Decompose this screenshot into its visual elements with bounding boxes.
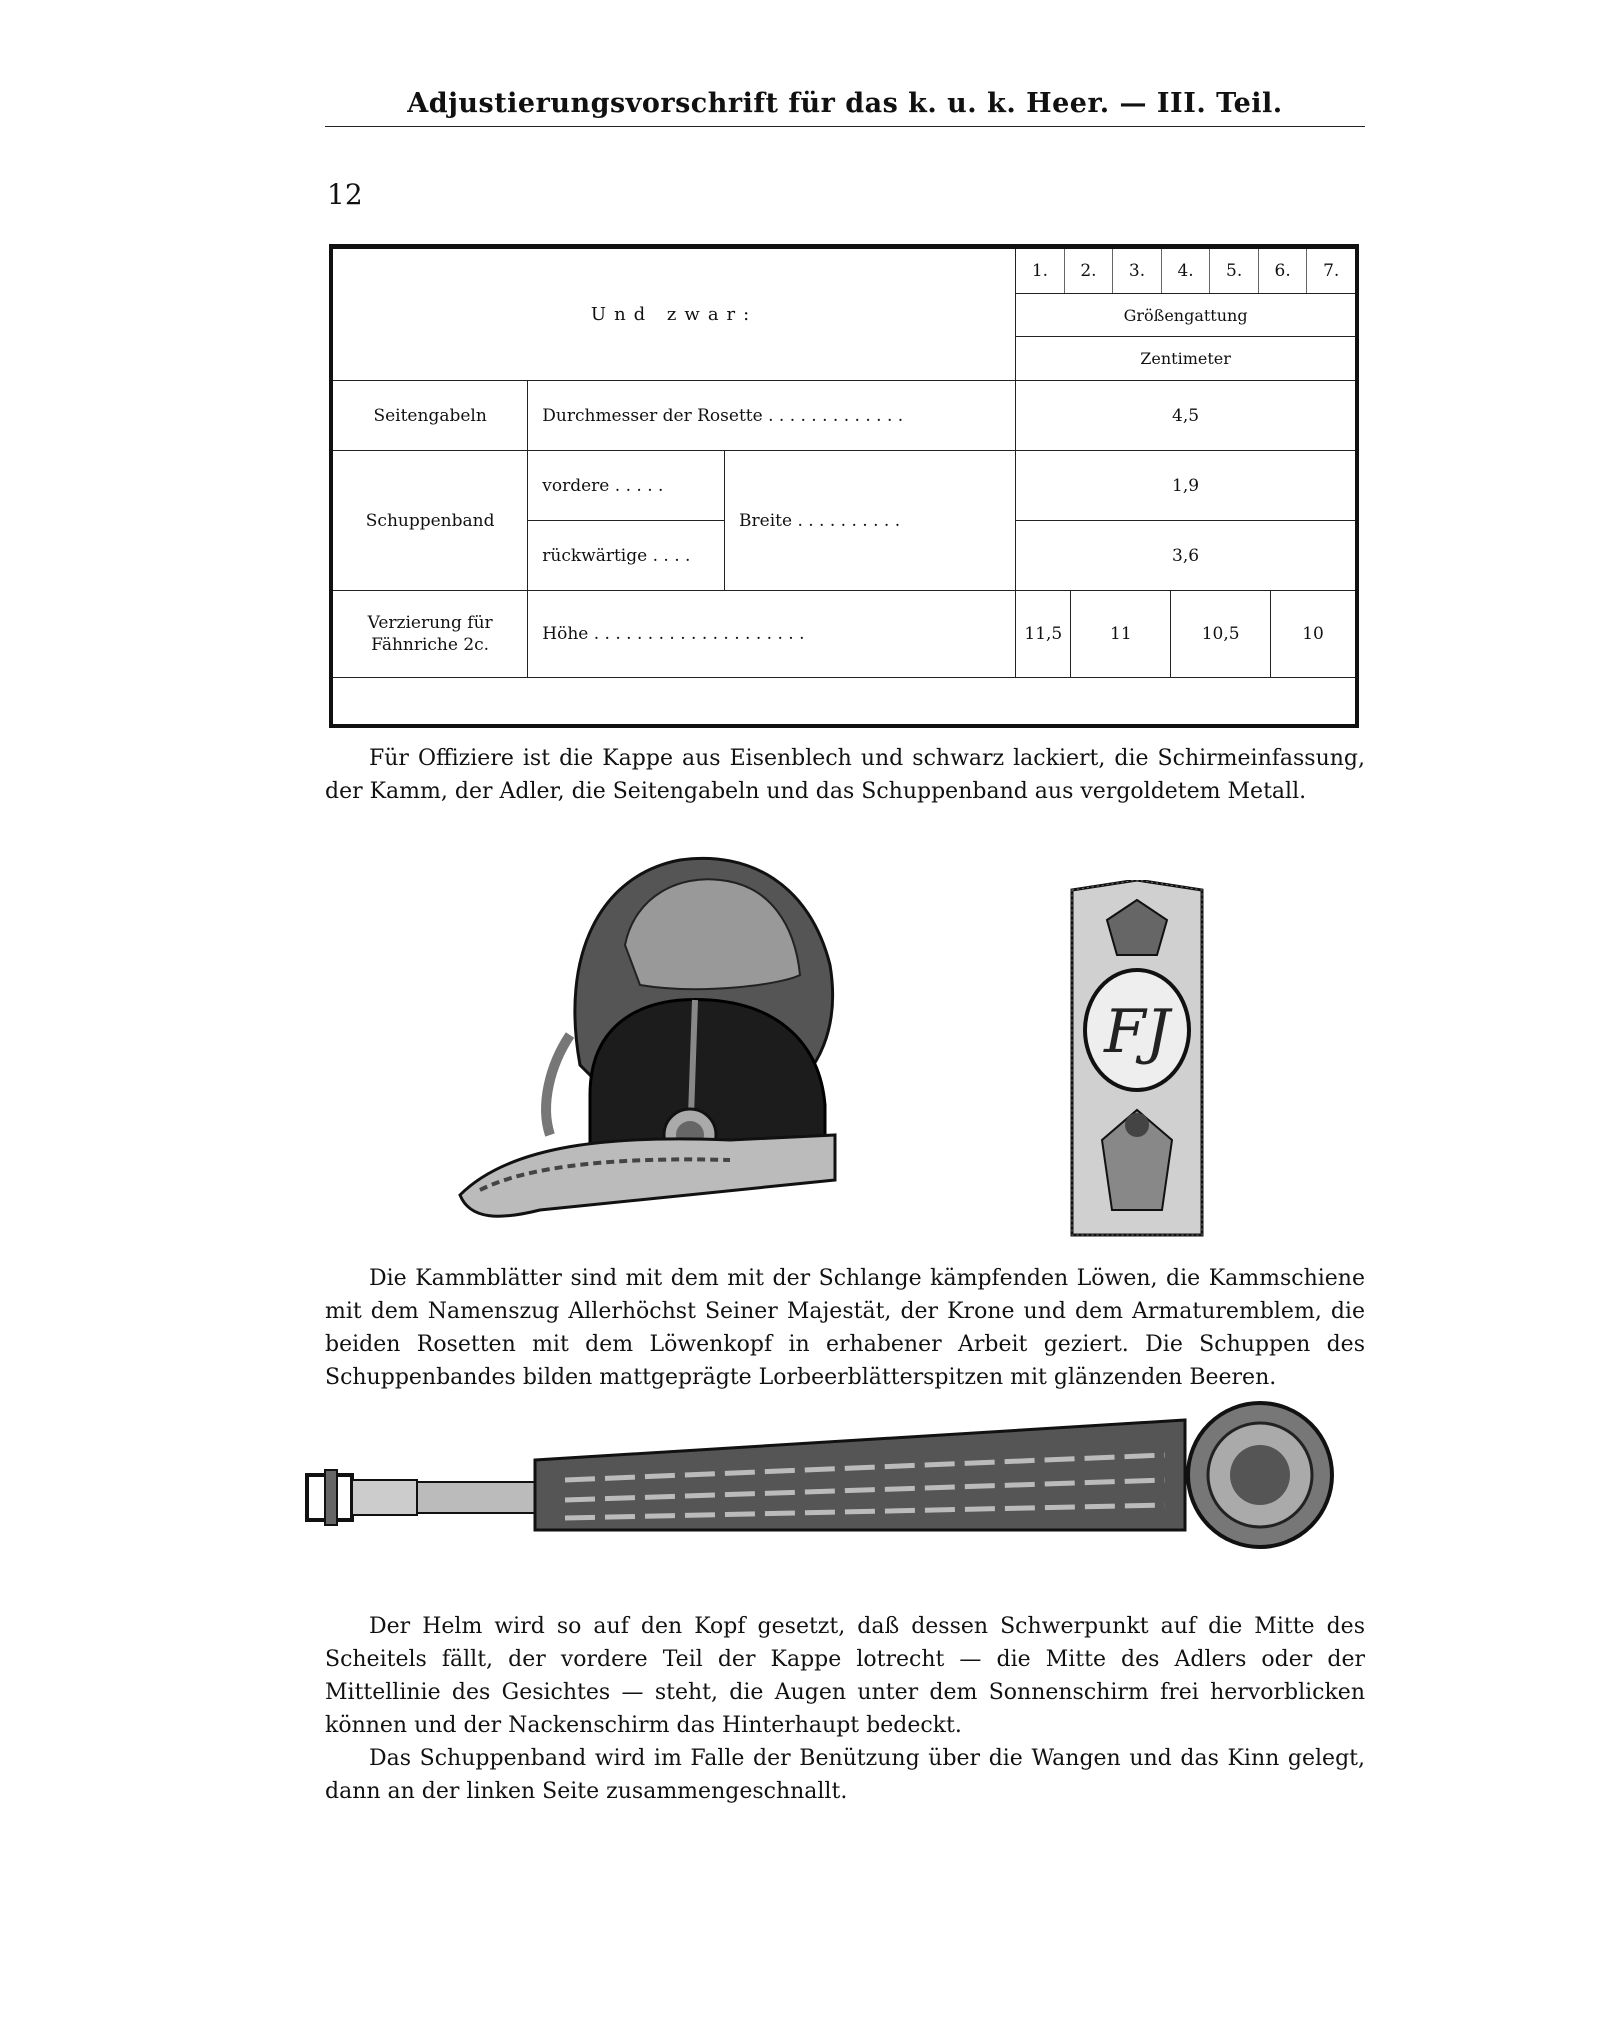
table-row-seitengabeln [331, 381, 1357, 451]
paragraph-3 [325, 1610, 1365, 1808]
size-4: 4. [1161, 249, 1210, 293]
row-value: 4,5 [1016, 381, 1357, 451]
measure-label: Breite . . . . . . . . . . [725, 451, 1016, 591]
paragraph-text-2: Das Schuppenband wird im Falle der Benützung über die Wangen und das Kinn gelegt, dann an der linken Seite zusammengeschnallt. [325, 1746, 1365, 1804]
comb-rail-illustration [1062, 880, 1212, 1240]
table-header-row [331, 247, 1357, 381]
paragraph-text: Die Kammblätter sind mit dem mit der Schlange kämpfenden Löwen, die Kammschiene mit dem Namenszug Allerhöchst Seiner Majestät, der Krone und dem Armaturemblem, die beiden Rosetten mit dem Löwenkopf in erhabener Arbeit geziert. Die Schuppen des Schuppenbandes bilden mattgeprägte Lorbeerblätterspitzen mit glänzenden Beeren. [325, 1266, 1365, 1390]
front-label: vordere . . . . . [528, 451, 725, 521]
table-spacer-row [331, 678, 1357, 727]
size-1: 1. [1031, 261, 1049, 281]
rear-value: 3,6 [1016, 521, 1357, 591]
row-label: Seitengabeln [331, 381, 528, 451]
paragraph-text: Für Offiziere ist die Kappe aus Eisenblech und schwarz lackiert, die Schirmeinfassung, der Kamm, der Adler, die Seitengabeln und das Schuppenband aus vergoldetem Metall. [325, 746, 1365, 804]
page-number: 12 [327, 178, 363, 211]
row-label-line-2: Fähnriche 2c. [371, 635, 490, 655]
row-label-line-1: Verzierung für [367, 613, 493, 633]
value-size-4: 10 [1270, 591, 1355, 677]
size-3: 3. [1112, 249, 1161, 293]
svg-text:FJ: FJ [1104, 997, 1170, 1067]
size-numbers [1016, 249, 1355, 294]
paragraph-1 [325, 742, 1365, 808]
value-size-3: 10,5 [1170, 591, 1270, 677]
size-5: 5. [1209, 249, 1258, 293]
table-row-verzierung [331, 591, 1357, 678]
size-2: 2. [1064, 249, 1113, 293]
size-group-label: Größengattung [1016, 294, 1355, 337]
head-label-cell [331, 247, 1016, 381]
scale-band-illustration [305, 1400, 1405, 1550]
rear-label: rückwärtige . . . . [528, 521, 725, 591]
row-label [331, 591, 528, 678]
row-label: Schuppenband [331, 451, 528, 591]
table-row-schuppenband-front [331, 451, 1357, 521]
row-description: Durchmesser der Rosette . . . . . . . . . . . . . [528, 381, 1016, 451]
head-label: Und zwar: [590, 304, 758, 325]
value-size-2: 11 [1070, 591, 1170, 677]
dimension-table [329, 244, 1359, 734]
row-values [1016, 591, 1357, 678]
running-header: Adjustierungsvorschrift für das k. u. k. Heer. — III. Teil. [407, 88, 1283, 119]
header-rule [325, 126, 1365, 127]
row-description: Höhe . . . . . . . . . . . . . . . . . . . . [528, 591, 1016, 678]
size-header-cell [1016, 247, 1357, 381]
value-size-1: 11,5 [1024, 624, 1063, 644]
unit-label: Zentimeter [1140, 348, 1231, 368]
helmet-illustration [450, 835, 870, 1255]
size-6: 6. [1258, 249, 1307, 293]
front-value: 1,9 [1016, 451, 1357, 521]
size-7: 7. [1306, 249, 1355, 293]
paragraph-2 [325, 1262, 1365, 1394]
paragraph-text: Der Helm wird so auf den Kopf gesetzt, daß dessen Schwerpunkt auf die Mitte des Scheitels fällt, der vordere Teil der Kappe lotrecht — die Mitte des Adlers oder der Mittellinie des Gesichtes — steht, die Augen unter dem Sonnenschirm frei hervorblicken können und der Nackenschirm das Hinterhaupt bedeckt. [325, 1614, 1365, 1738]
